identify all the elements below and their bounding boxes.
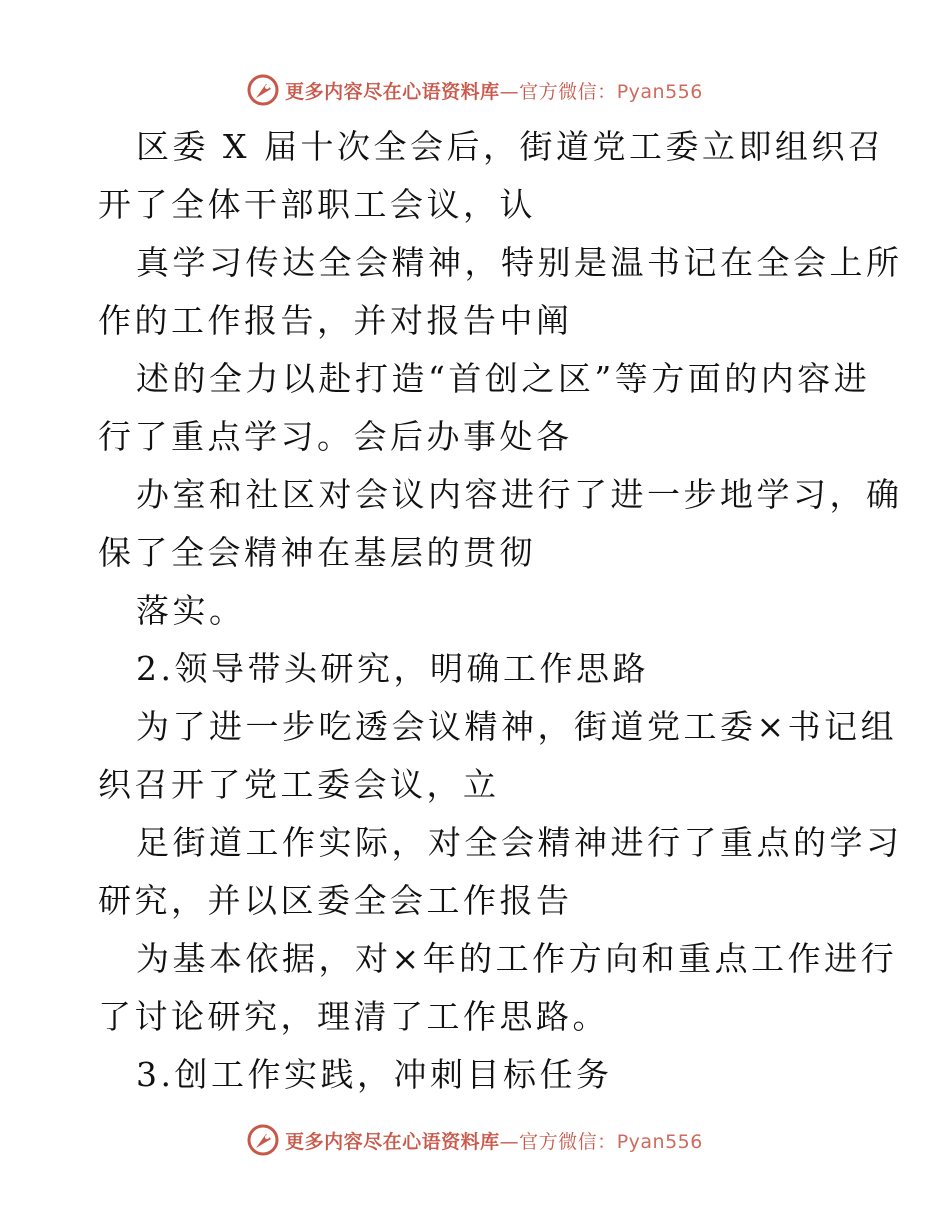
- pen-nib-logo-icon: [247, 1124, 279, 1156]
- banner-wechat-id: Pyan556: [616, 80, 703, 103]
- paragraph-line: 落实。: [136, 591, 246, 630]
- paragraph-line: 保了全会精神在基层的贯彻: [98, 533, 536, 572]
- paragraph-line: 行了重点学习。会后办事处各: [98, 417, 573, 456]
- paragraph-line: 研究，并以区委全会工作报告: [98, 881, 573, 920]
- paragraph-line: 作的工作报告，并对报告中阐: [98, 301, 573, 340]
- paragraph-line: 述的全力以赴打造“首创之区”等方面的内容进: [136, 359, 871, 398]
- section-heading: 2.领导带头研究，明确工作思路: [136, 649, 649, 688]
- paragraph-line: 办室和社区对会议内容进行了进一步地学习，确: [136, 475, 903, 514]
- banner-text: [285, 77, 703, 104]
- paragraph-line: 区委 X 届十次全会后，街道党工委立即组织召: [136, 127, 885, 166]
- section-heading: 3.创工作实践，冲刺目标任务: [136, 1055, 613, 1094]
- document-body: [98, 118, 903, 1104]
- paragraph-line: 开了全体干部职工会议，认: [98, 185, 536, 224]
- paragraph-line: 织召开了党工委会议，立: [98, 765, 500, 804]
- pen-nib-logo-icon: [247, 74, 279, 106]
- paragraph-line: 真学习传达全会精神，特别是温书记在全会上所: [136, 243, 903, 282]
- banner-official-text: —官方微信：: [499, 1130, 617, 1153]
- banner-wechat-id: Pyan556: [616, 1130, 703, 1153]
- footer-banner: [0, 1120, 950, 1160]
- banner-main-text: 更多内容尽在心语资料库: [285, 1130, 500, 1153]
- banner-text: [285, 1127, 703, 1154]
- banner-official-text: —官方微信：: [499, 80, 617, 103]
- paragraph-line: 为了进一步吃透会议精神，街道党工委×书记组: [136, 707, 898, 746]
- header-banner: [0, 70, 950, 110]
- paragraph-line: 足街道工作实际，对全会精神进行了重点的学习: [136, 823, 903, 862]
- paragraph-line: 为基本依据，对×年的工作方向和重点工作进行: [136, 939, 898, 978]
- banner-main-text: 更多内容尽在心语资料库: [285, 80, 500, 103]
- paragraph-line: 了讨论研究，理清了工作思路。: [98, 997, 609, 1036]
